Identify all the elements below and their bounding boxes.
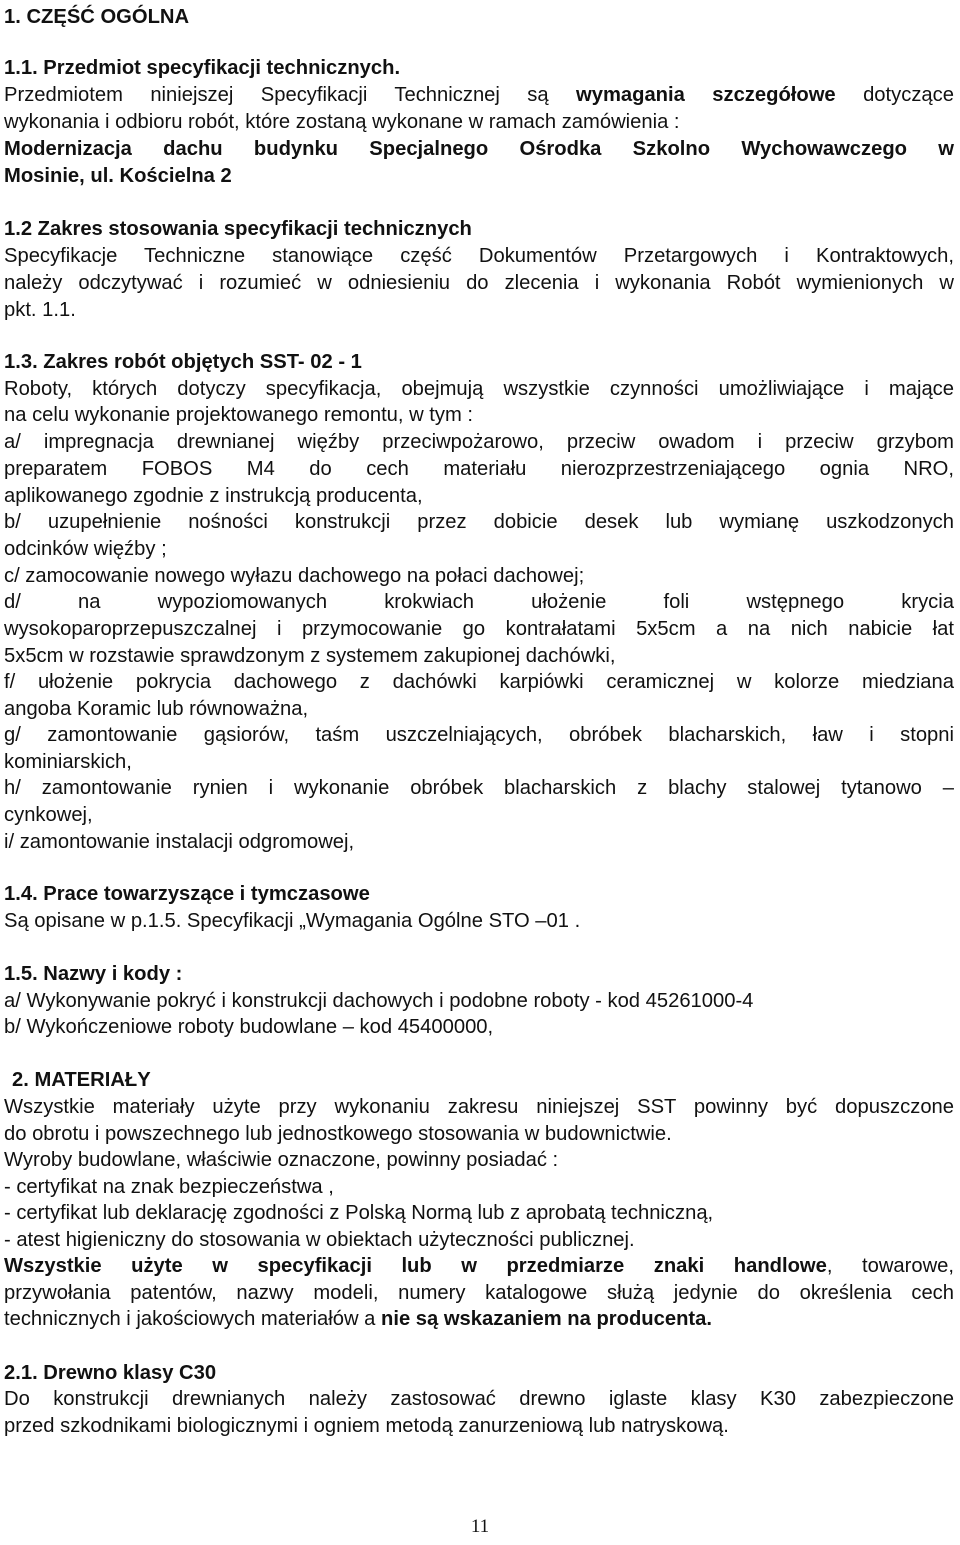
subsection-heading: 1.4. Prace towarzyszące i tymczasowe — [4, 883, 370, 905]
section-heading: 2. MATERIAŁY — [12, 1069, 151, 1091]
list-item: g/ zamontowanie gąsiorów, taśm uszczelniających, obróbek blacharskich, ław i stopni — [4, 724, 954, 746]
paragraph-line: Wyroby budowlane, właściwie oznaczone, powinny posiadać : — [4, 1149, 559, 1171]
list-item: b/ Wykończeniowe roboty budowlane – kod 45400000, — [4, 1016, 494, 1038]
list-item: b/ uzupełnienie nośności konstrukcji przez dobicie desek lub wymianę uszkodzonych — [4, 511, 954, 533]
paragraph-line: Modernizacja dachu budynku Specjalnego Ośrodka Szkolno Wychowawczego w — [4, 138, 954, 160]
list-item: cynkowej, — [4, 804, 93, 826]
list-item: odcinków więźby ; — [4, 538, 167, 560]
list-item: aplikowanego zgodnie z instrukcją producenta, — [4, 485, 423, 507]
list-item: c/ zamocowanie nowego wyłazu dachowego na połaci dachowej; — [4, 565, 585, 587]
subsection-heading: 1.2 Zakres stosowania specyfikacji technicznych — [4, 218, 472, 240]
list-item: - certyfikat na znak bezpieczeństwa , — [4, 1176, 334, 1198]
paragraph-line: Roboty, których dotyczy specyfikacja, obejmują wszystkie czynności umożliwiające i mające — [4, 378, 954, 400]
paragraph-line: przed szkodnikami biologicznymi i ogniem metodą zanurzeniową lub natryskową. — [4, 1415, 729, 1437]
paragraph-line: Mosinie, ul. Kościelna 2 — [4, 165, 232, 187]
list-item: h/ zamontowanie rynien i wykonanie obróbek blacharskich z blachy stalowej tytanowo – — [4, 777, 954, 799]
paragraph-line: Są opisane w p.1.5. Specyfikacji „Wymagania Ogólne STO –01 . — [4, 910, 581, 932]
list-item: angoba Koramic lub równoważna, — [4, 698, 309, 720]
paragraph-line: wykonania i odbioru robót, które zostaną wykonane w ramach zamówienia : — [4, 111, 680, 133]
paragraph-line: technicznych i jakościowych materiałów a nie są wskazaniem na producenta. — [4, 1308, 712, 1330]
paragraph-line: Wszystkie materiały użyte przy wykonaniu zakresu niniejszej SST powinny być dopuszczone — [4, 1096, 954, 1118]
paragraph-line: Specyfikacje Techniczne stanowiące część Dokumentów Przetargowych i Kontraktowych, — [4, 245, 954, 267]
list-item: i/ zamontowanie instalacji odgromowej, — [4, 831, 355, 853]
subsection-heading: 1.3. Zakres robót objętych SST- 02 - 1 — [4, 351, 362, 373]
list-item: d/ na wypoziomowanych krokwiach ułożenie foli wstępnego krycia — [4, 591, 954, 613]
list-item: a/ Wykonywanie pokryć i konstrukcji dachowych i podobne roboty - kod 45261000-4 — [4, 990, 754, 1012]
paragraph-line: Przedmiotem niniejszej Specyfikacji Technicznej są wymagania szczegółowe dotyczące — [4, 84, 954, 106]
list-item: f/ ułożenie pokrycia dachowego z dachówki karpiówki ceramicznej w kolorze miedziana — [4, 671, 954, 693]
paragraph-line: Do konstrukcji drewnianych należy zastosować drewno iglaste klasy K30 zabezpieczone — [4, 1388, 954, 1410]
paragraph-line: do obrotu i powszechnego lub jednostkowego stosowania w budownictwie. — [4, 1123, 672, 1145]
list-item: preparatem FOBOS M4 do cech materiału nierozprzestrzeniającego ognia NRO, — [4, 458, 954, 480]
list-item: kominiarskich, — [4, 751, 132, 773]
subsection-heading: 1.5. Nazwy i kody : — [4, 963, 183, 985]
list-item: - certyfikat lub deklarację zgodności z Polską Normą lub z aprobatą techniczną, — [4, 1202, 714, 1224]
paragraph-line: Wszystkie użyte w specyfikacji lub w przedmiarze znaki handlowe, towarowe, — [4, 1255, 954, 1277]
list-item: wysokoparoprzepuszczalnej i przymocowanie go kontrałatami 5x5cm a na nich nabicie łat — [4, 618, 954, 640]
page-number: 11 — [470, 1516, 490, 1537]
subsection-heading: 1.1. Przedmiot specyfikacji technicznych. — [4, 57, 401, 79]
paragraph-line: należy odczytywać i rozumieć w odniesieniu do zlecenia i wykonania Robót wymienionych w — [4, 272, 954, 294]
list-item: a/ impregnacja drewnianej więźby przeciwpożarowo, przeciw owadom i przeciw grzybom — [4, 431, 954, 453]
section-heading: 1. CZĘŚĆ OGÓLNA — [4, 6, 190, 28]
paragraph-line: pkt. 1.1. — [4, 299, 76, 321]
list-item: - atest higieniczny do stosowania w obiektach użyteczności publicznej. — [4, 1229, 635, 1251]
paragraph-line: przywołania patentów, nazwy modeli, numery katalogowe służą jedynie do określenia cech — [4, 1282, 954, 1304]
paragraph-line: na celu wykonanie projektowanego remontu, w tym : — [4, 404, 474, 426]
list-item: 5x5cm w rozstawie sprawdzonym z systemem zakupionej dachówki, — [4, 645, 616, 667]
subsection-heading: 2.1. Drewno klasy C30 — [4, 1362, 217, 1384]
